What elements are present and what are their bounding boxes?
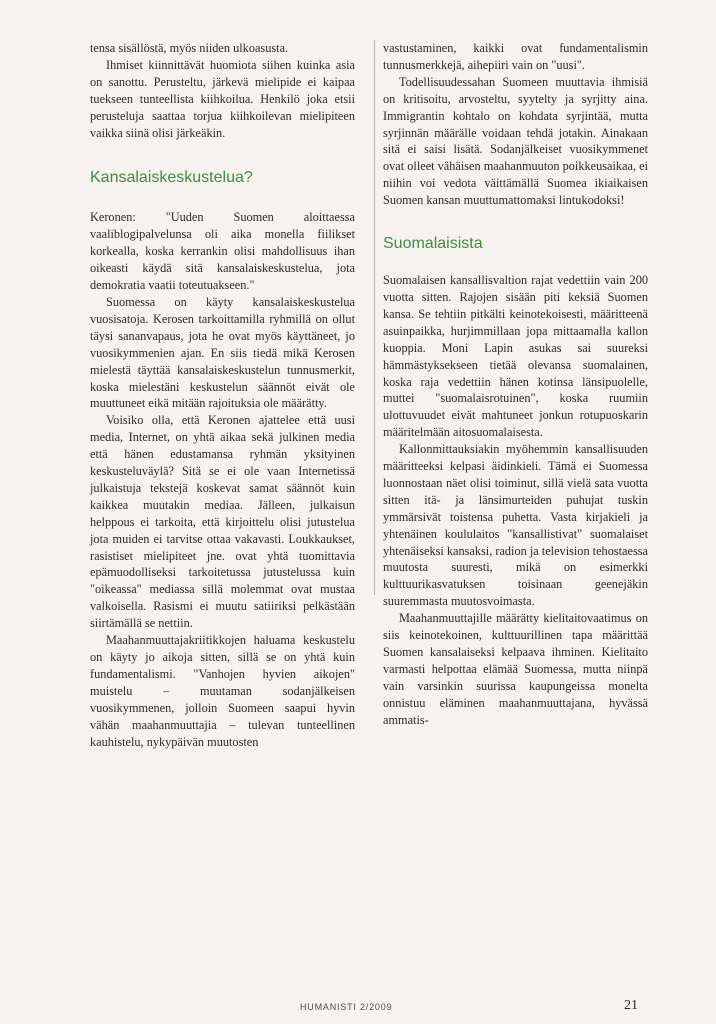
- magazine-issue-label: HUMANISTI 2/2009: [300, 1002, 393, 1012]
- right-column: [383, 40, 648, 729]
- paragraph: Suomalaisen kansallisvaltion rajat vedettiin vain 200 vuotta sitten. Rajojen sisään piti keksiä Suomen kansa. Se tehtiin pitkälti keinotekoisesti, määritteenä asuinpaikka, hurjimmillaan jopa mittaamalla kallon kuoppia. Moni Lapin asukas sai suureksi hämmästyksekseen tietää olevansa suomalainen, koska raja vedettiin hänen kotinsa länsipuolelle, muttei "suomalaisrotuinen", koska ruumiin ulottuvuudet eivät mahtuneet jonkun rotupuoskarin määritelmään aitosuomalaisesta.: [383, 273, 648, 440]
- page-footer: [0, 1000, 716, 1020]
- section-heading: Suomalaisista: [383, 235, 483, 253]
- paragraph: Kallonmittauksiakin myöhemmin kansallisuuden määritteeksi kelpasi äidinkieli. Tämä ei Suomessa luonnostaan näet olisi toiminut, sillä vielä sata vuotta sitten itä- ja länsimurteiden puhujat tuskin ymmärsivät toistensa puhetta. Vasta kirjakieli ja yhtenäinen koululaitos "kansallistivat" suomalaiset yhtenäiseksi kansaksi, radion ja television tehostaessa muutosta suuresti, mikä on esimerkki kulttuurikasvatuksen toisinaan geenejäkin suuremmasta muutosvoimasta.: [383, 442, 649, 609]
- paragraph: Todellisuudessahan Suomeen muuttavia ihmisiä on kritisoitu, arvosteltu, syytelty ja syrjitty aina. Immigrantin kohtalo on kohdata syrjintää, mutta syrjinnän määrälle voidaan tehdä jotakin. Ainakaan sitä ei saisi lisätä. Sodanjälkeiset vuosikymmenet ovat olleet vähäisen maahanmuuton poikkeusaikaa, ei niihin voi vedota väittämällä Suomea ikiaikaisen Suomen kansan muuttumattomaksi lintukodoksi!: [383, 74, 648, 208]
- left-column: [90, 40, 355, 750]
- paragraph: tensa sisällöstä, myös niiden ulkoasusta.: [90, 41, 289, 55]
- paragraph: Suomessa on käyty kansalaiskeskustelua vuosisatoja. Kerosen tarkoittamilla ryhmillä on ollut täysi sananvapaus, jota he ovat myös käyttäneet, jo vuosikymmenien ajan. En siis tiedä mikä Kerosen mielestä täyttää kansalaiskeskustelun tunnusmerkit, koska mielestäni keskustelun säännöt eivät ole muuttuneet eikä mitään rajoituksia ole määrätty.: [90, 294, 355, 411]
- paragraph: Maahanmuuttajakriitikkojen haluama keskustelu on käyty jo aikoja sitten, sillä se on yhtä kuin fundamentalismi. "Vanhojen hyvien aikojen" muistelu – muutaman sodanjälkeisen vuosikymmenen, jolloin Suomeen saapui hyvin vähän maahanmuuttajia – tulevan tunteellinen kauhistelu, nykypäivän muutosten: [90, 633, 355, 749]
- paragraph: Keronen: "Uuden Suomen aloittaessa vaaliblogipalvelunsa oli aika monella fiilikset korkealla, koska kerrankin olisi mahdollisuus ihan oikeasti käydä sitä kansalaiskeskustelua, jota demokratia vaatii toteutuakseen.": [90, 210, 355, 293]
- paragraph: vastustaminen, kaikki ovat fundamentalismin tunnusmerkkejä, aihepiiri vain on "uusi".: [383, 41, 648, 72]
- paragraph: Maahanmuuttajille määrätty kielitaitovaatimus on siis keinotekoinen, kulttuurillinen tapa määrittää Suomen kansalaiseksi kelpaava ihminen. Kielitaito varmasti helpottaa elämää Suomessa, mutta niinpä vain varsinkin suurissa kaupungeissa monelta onnistuu eläminen maahanmuuttajana, hyvässä ammatis-: [383, 611, 648, 727]
- column-divider: [374, 40, 375, 595]
- page-number: 21: [624, 998, 638, 1013]
- paragraph: Voisiko olla, että Keronen ajattelee että uusi media, Internet, on yhtä aikaa sekä julkinen media että hänen edustamansa ryhmän yksityinen keskusteluväylä? Sitä se ei ole vaan Internetissä julkaistuja tekstejä koskevat samat säännöt kuin kaikkea muutakin mediaa. Jälleen, julkaisun helppous ei tarkoita, että kirjoittelu olisi jutustelua jota muiden ei tarvitse ottaa vakavasti. Loukkaukset, rasistiset mielipiteet jne. ovat yhtä tuomittavia epämuodolliseksi tarkoitetussa jutustelussa kuin "oikeassa" mediassa sillä molemmat ovat mustaa valkoisella. Rasismi ei muutu satiiriksi pelkästään siirtämällä se nettiin.: [90, 413, 355, 631]
- paragraph: Ihmiset kiinnittävät huomiota siihen kuinka asia on sanottu. Perusteltu, järkevä mielipide ei kaipaa tuekseen tunteellista kiihkoilua. Henkilö joka etsii perusteluja saattaa torjua kiihkoilevan mielipiteen vaikka siinä olisi järkeäkin.: [90, 57, 355, 140]
- section-heading: Kansalaiskeskustelua?: [90, 169, 253, 187]
